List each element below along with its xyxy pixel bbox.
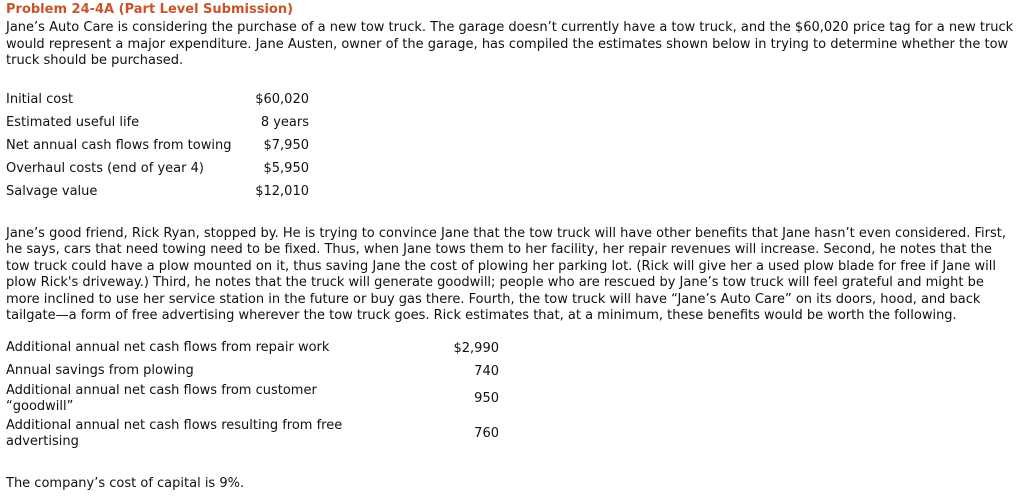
estimate-value: $60,020 — [255, 91, 309, 107]
benefit-value: 760 — [474, 426, 499, 441]
table-row — [6, 157, 309, 180]
estimate-label: Net annual cash flows from towing — [6, 137, 232, 153]
benefit-value: 740 — [474, 363, 499, 379]
cost-of-capital-note: The company’s cost of capital is 9%. — [6, 475, 245, 491]
problem-title: Problem 24-4A (Part Level Submission) — [6, 2, 294, 17]
table-row — [6, 88, 309, 111]
estimate-value: $7,950 — [263, 137, 309, 153]
benefit-label: Annual savings from plowing — [6, 363, 194, 378]
problem-page — [6, 0, 1016, 492]
story-paragraph: Jane’s good friend, Rick Ryan, stopped by. He is trying to convince Jane that the tow truck will have other benefits that Jane hasn’t even considered. First, he says, cars that need towing need to be fixed. Thus, when Jane tows them to her facility, her repair revenues will increase. Second, he notes that the tow truck could have a plow mounted on it, thus saving Jane the cost of plowing her parking lot. (Rick will give her a used plow blade for free if Jane will plow Rick's driveway.) Third, he notes that the truck will generate goodwill; people who are rescued by Jane’s tow truck will feel grateful and might be more inclined to use her service station in the future or buy gas there. Fourth, the tow truck will have “Jane’s Auto Care” on its doors, hood, and back tailgate—a form of free advertising wherever the tow truck goes. Rick estimates that, at a minimum, these benefits would be worth the following. — [6, 225, 1006, 323]
benefit-value: 950 — [474, 391, 499, 406]
table-row — [6, 337, 499, 360]
estimate-label: Initial cost — [6, 91, 74, 107]
table-row — [6, 415, 499, 453]
table-row — [6, 180, 309, 203]
benefit-label: Additional annual net cash flows from repair work — [6, 340, 330, 355]
estimate-label: Salvage value — [6, 183, 98, 199]
intro-paragraph: Jane’s Auto Care is considering the purchase of a new tow truck. The garage doesn’t currently have a tow truck, and the $60,020 price tag for a new truck would represent a major expenditure. Jane Austen, owner of the garage, has compiled the estimates shown below in trying to determine whether the tow truck should be purchased. — [6, 20, 1014, 68]
table-row — [6, 111, 309, 134]
benefit-label: Additional annual net cash flows resulting from free advertising — [6, 417, 343, 449]
estimate-label: Overhaul costs (end of year 4) — [6, 160, 204, 176]
estimates-table — [6, 88, 309, 203]
table-row — [6, 360, 499, 383]
estimate-value: $5,950 — [263, 160, 309, 176]
benefit-value: $2,990 — [453, 340, 499, 356]
table-row — [6, 383, 499, 415]
estimate-value: 8 years — [260, 114, 309, 130]
estimate-label: Estimated useful life — [6, 114, 140, 130]
benefits-table — [6, 337, 499, 453]
table-row — [6, 134, 309, 157]
estimate-value: $12,010 — [255, 183, 309, 199]
benefit-label: Additional annual net cash flows from customer “goodwill” — [6, 382, 317, 414]
